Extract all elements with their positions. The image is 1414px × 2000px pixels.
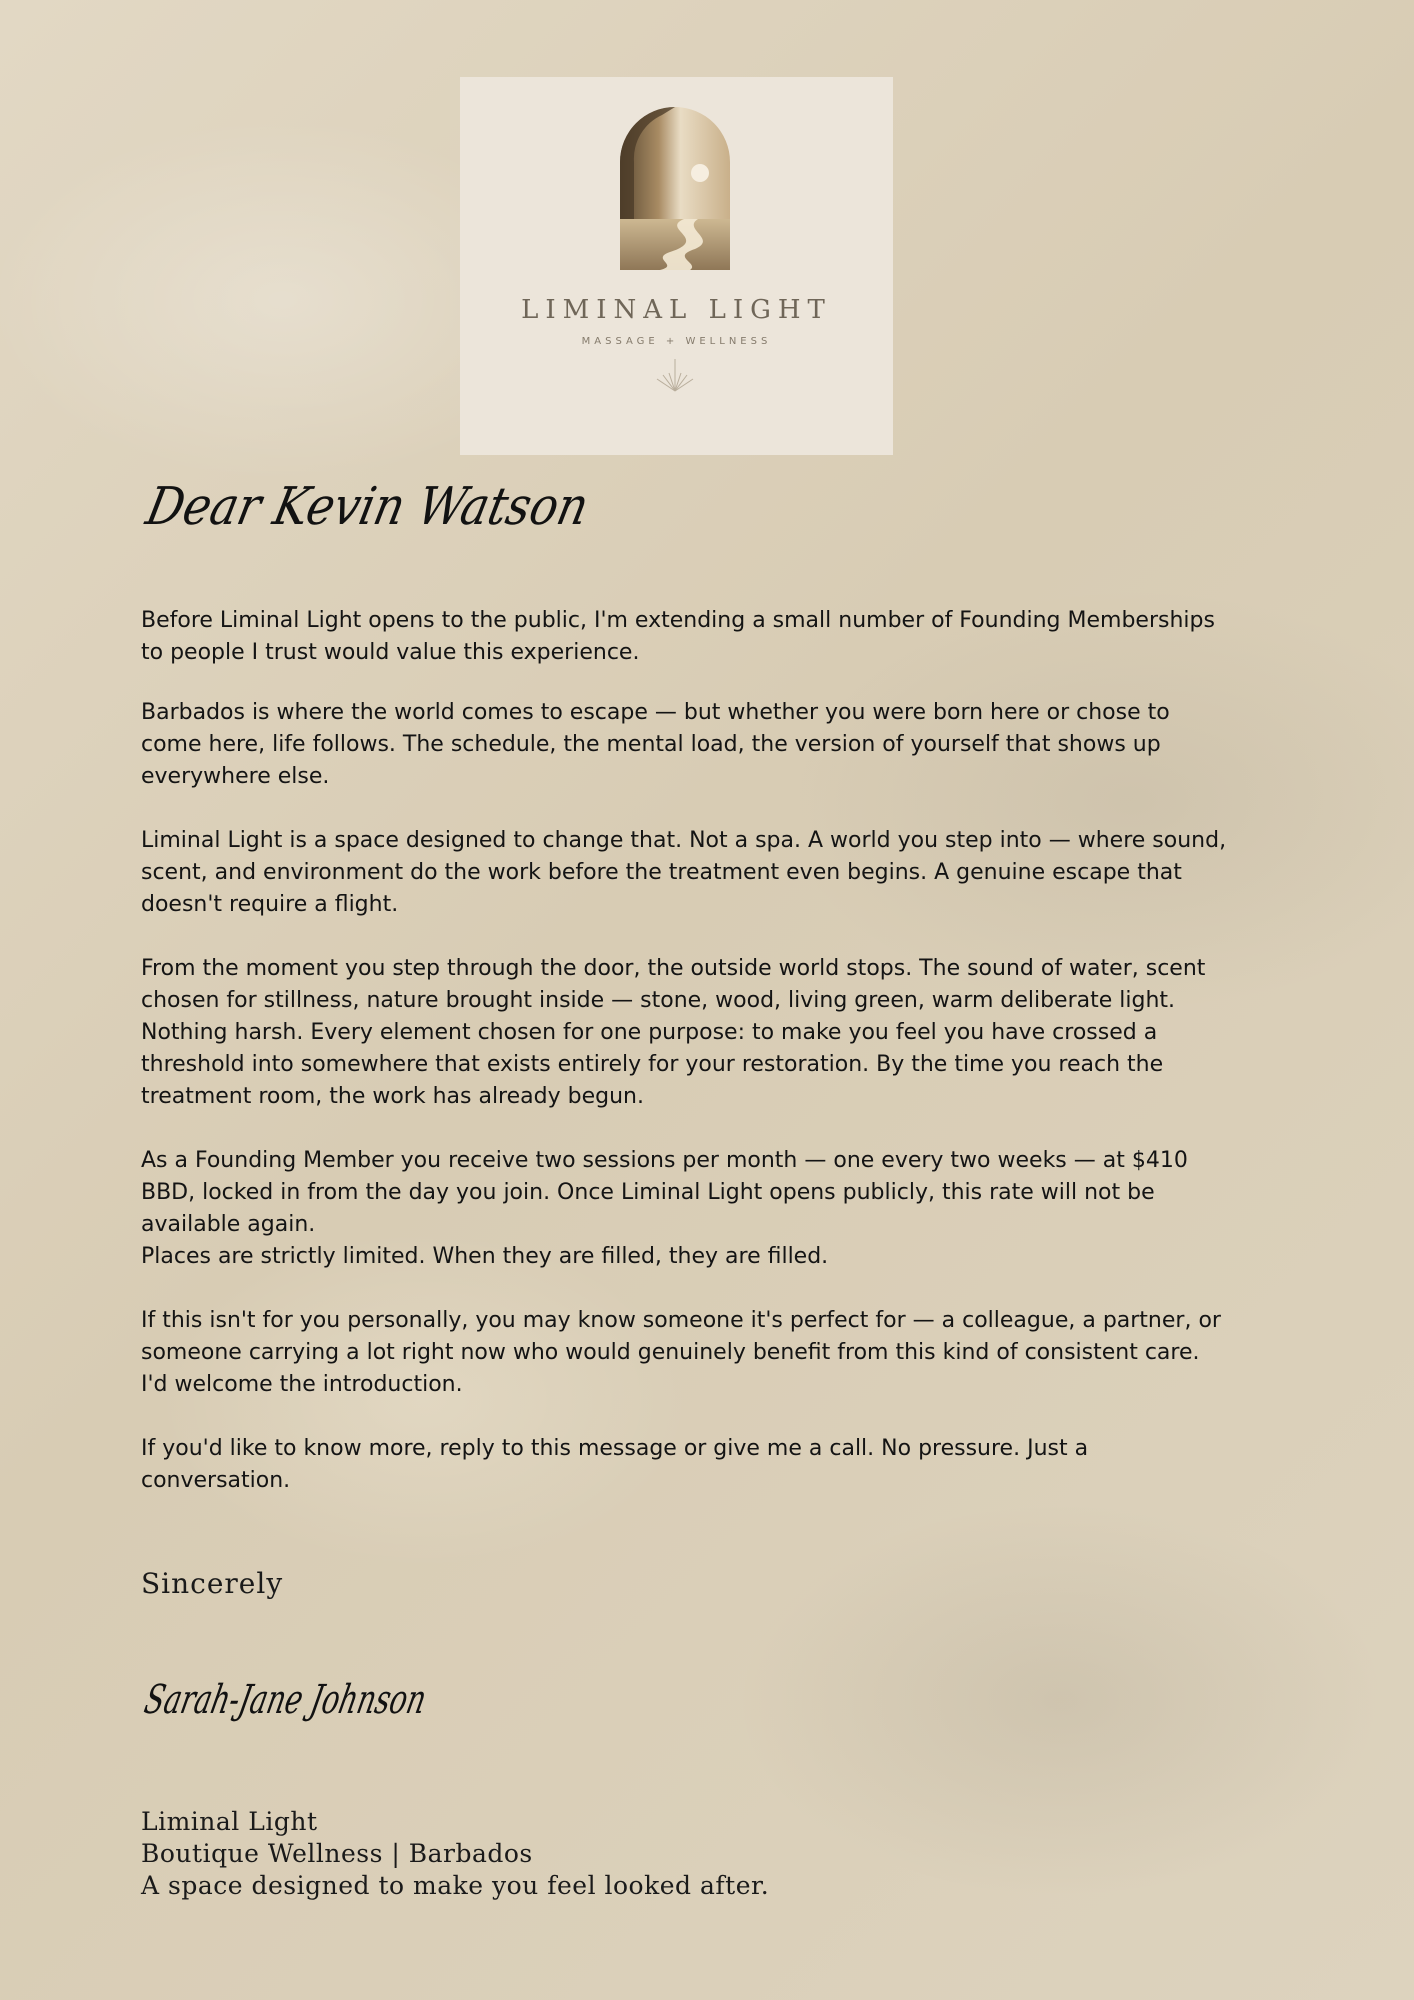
brand-tagline: MASSAGE + WELLNESS	[581, 336, 772, 347]
paragraph: From the moment you step through the door, the outside world stops. The sound of water, scent chosen for stillness, nature brought inside — stone, wood, living green, warm deliberate light. Nothing harsh. Every element chosen for one purpose: to make you feel you have crossed a threshold into somewhere that exists entirely for your restoration. By the time you reach the treatment room, the work has already begun.	[141, 956, 1206, 1109]
signature	[140, 1655, 549, 1745]
letter-body	[141, 605, 1231, 1497]
paragraph: If you'd like to know more, reply to this message or give me a call. No pressure. Just a conversation.	[141, 1436, 1089, 1493]
footer-company: Liminal Light	[141, 1807, 318, 1836]
paragraph: Before Liminal Light opens to the public, I'm extending a small number of Founding Memberships to people I trust would value this experience.	[141, 608, 1215, 665]
sunburst-icon	[651, 357, 699, 393]
svg-text:Dear Kevin Watson: Dear Kevin Watson	[141, 476, 656, 537]
brand-name: LIMINAL LIGHT	[521, 295, 832, 325]
paragraph: If this isn't for you personally, you may know someone it's perfect for — a colleague, a partner, or someone carrying a lot right now who would genuinely benefit from this kind of consistent care. I'd welcome the introduction.	[141, 1308, 1221, 1397]
arch-doorway-icon	[620, 107, 730, 270]
closing: Sincerely	[141, 1567, 284, 1600]
logo-card	[460, 77, 893, 455]
greeting	[141, 462, 741, 552]
paragraph: Liminal Light is a space designed to change that. Not a spa. A world you step into — where sound, scent, and environment do the work before the treatment even begins. A genuine escape that doesn't require a flight.	[141, 828, 1227, 917]
svg-text:Sarah-Jane Johnson: Sarah-Jane Johnson	[140, 1675, 549, 1723]
footer-location: Boutique Wellness | Barbados	[141, 1839, 533, 1868]
footer-tagline: A space designed to make you feel looked after.	[141, 1871, 770, 1900]
paragraph: As a Founding Member you receive two sessions per month — one every two weeks — at $410 BBD, locked in from the day you join. Once Liminal Light opens publicly, this rate will not be available again.	[141, 1148, 1188, 1237]
paragraph: Barbados is where the world comes to escape — but whether you were born here or chose to come here, life follows. The schedule, the mental load, the version of yourself that shows up everywhere else.	[141, 700, 1170, 789]
paragraph: Places are strictly limited. When they are filled, they are filled.	[141, 1244, 829, 1269]
footer	[141, 1806, 769, 1902]
